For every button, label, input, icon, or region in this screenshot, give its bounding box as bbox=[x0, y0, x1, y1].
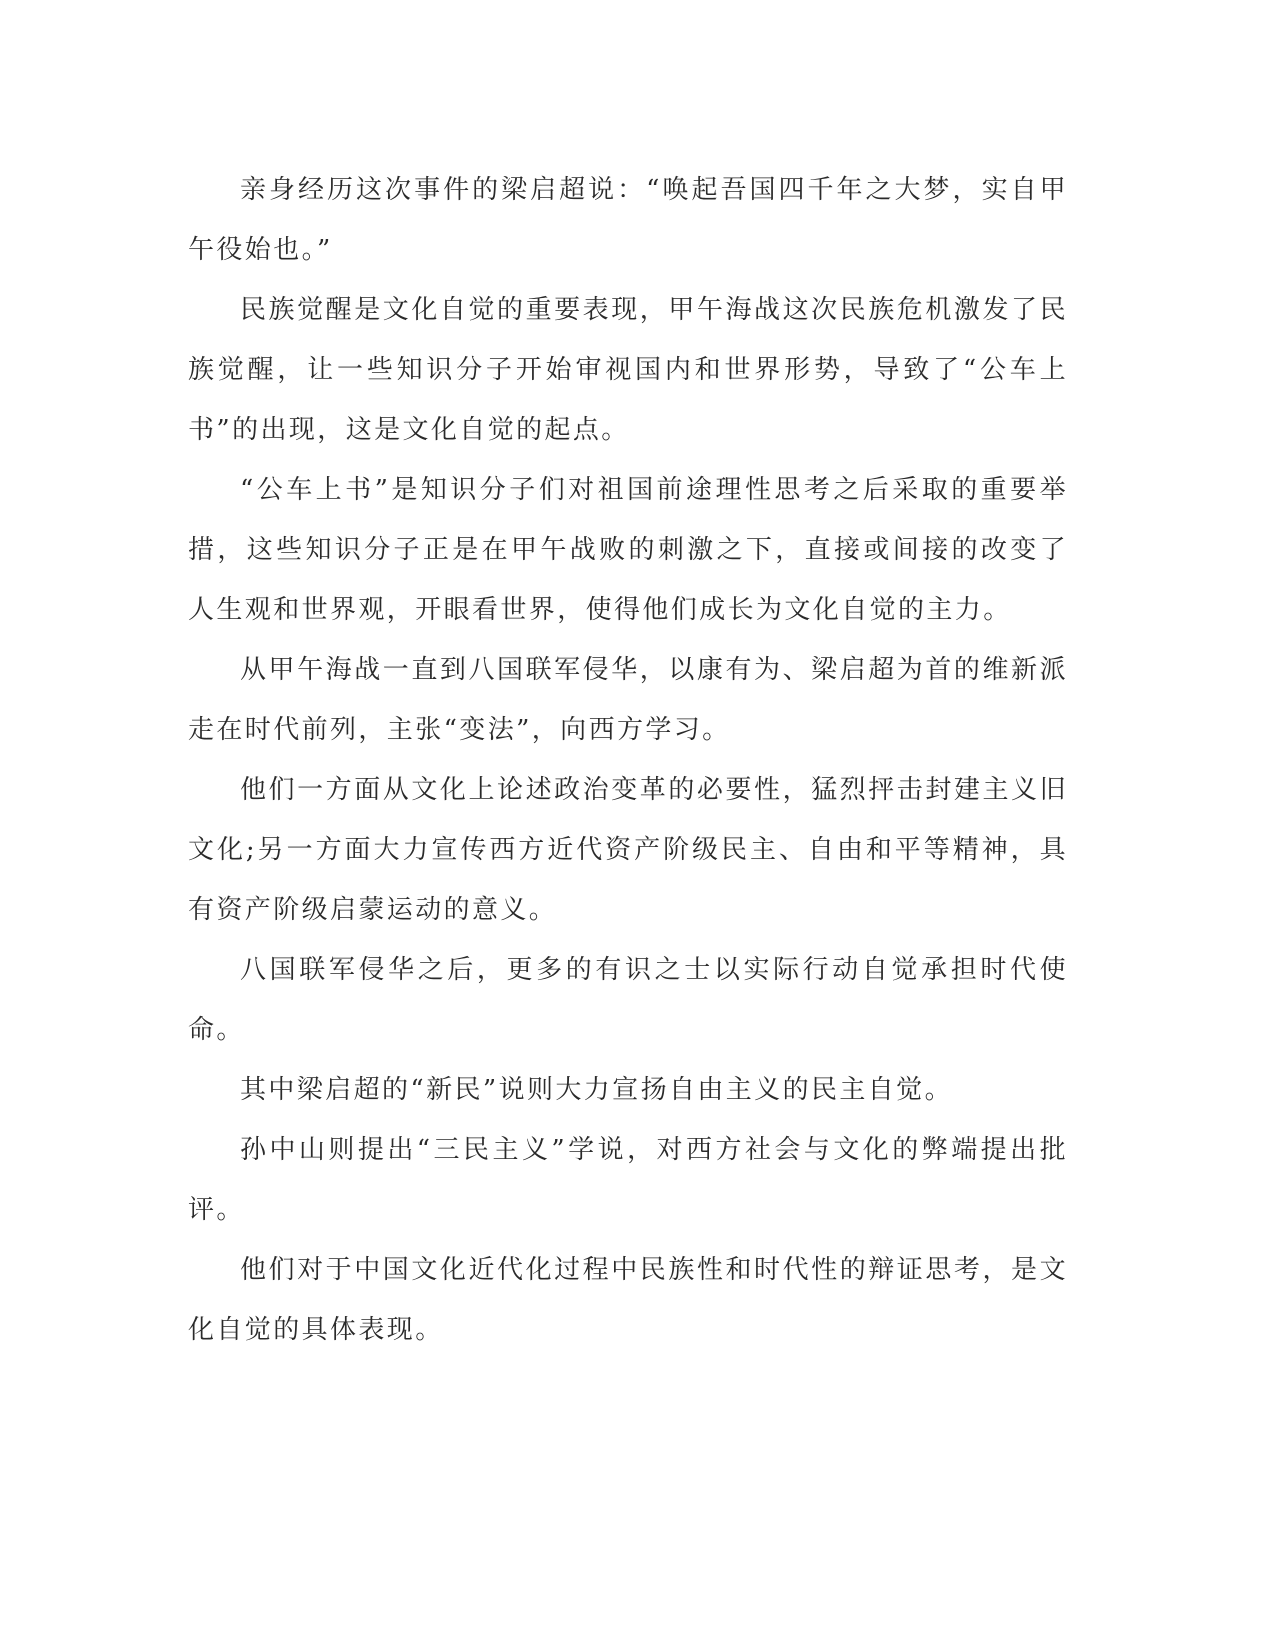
paragraph: 孙中山则提出“三民主义”学说，对西方社会与文化的弊端提出批评。 bbox=[188, 1135, 1068, 1225]
paragraph: 他们一方面从文化上论述政治变革的必要性，猛烈抨击封建主义旧文化;另一方面大力宣传西方近代资产阶级民主、自由和平等精神，具有资产阶级启蒙运动的意义。 bbox=[188, 775, 1068, 925]
paragraph: 其中梁启超的“新民”说则大力宣扬自由主义的民主自觉。 bbox=[240, 1075, 953, 1105]
document-body bbox=[188, 160, 1068, 1360]
paragraph: 八国联军侵华之后，更多的有识之士以实际行动自觉承担时代使命。 bbox=[188, 955, 1068, 1045]
paragraph: “公车上书”是知识分子们对祖国前途理性思考之后采取的重要举措，这些知识分子正是在甲午战败的刺激之下，直接或间接的改变了人生观和世界观，开眼看世界，使得他们成长为文化自觉的主力。 bbox=[188, 475, 1068, 625]
paragraph: 他们对于中国文化近代化过程中民族性和时代性的辩证思考，是文化自觉的具体表现。 bbox=[188, 1255, 1068, 1345]
paragraph: 亲身经历这次事件的梁启超说：“唤起吾国四千年之大梦，实自甲午役始也。” bbox=[188, 175, 1068, 265]
paragraph: 从甲午海战一直到八国联军侵华，以康有为、梁启超为首的维新派走在时代前列，主张“变法”，向西方学习。 bbox=[188, 655, 1068, 745]
paragraph: 民族觉醒是文化自觉的重要表现，甲午海战这次民族危机激发了民族觉醒，让一些知识分子开始审视国内和世界形势，导致了“公车上书”的出现，这是文化自觉的起点。 bbox=[188, 295, 1068, 445]
